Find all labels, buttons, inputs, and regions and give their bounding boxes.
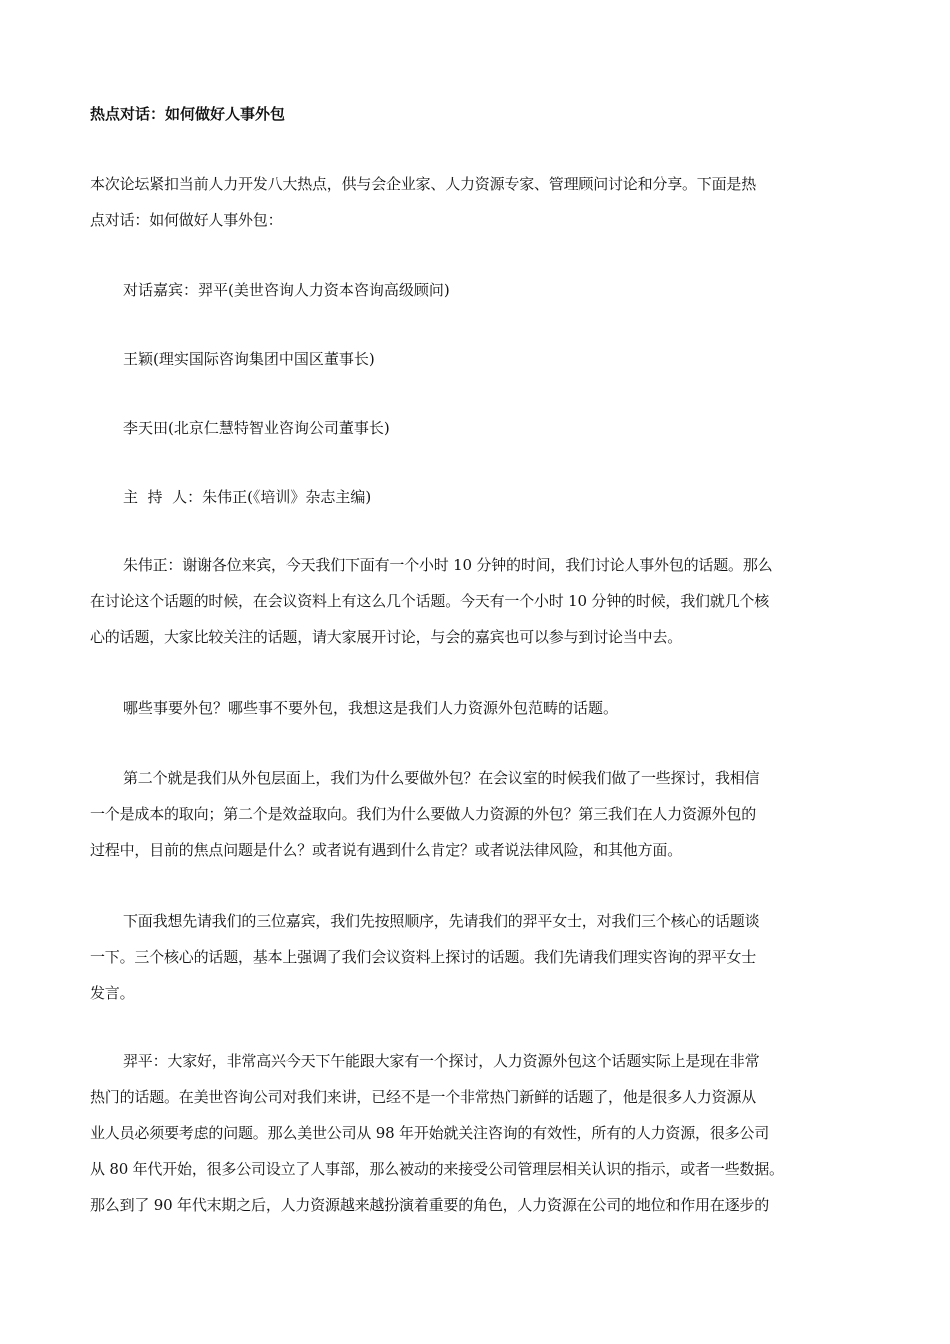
paragraph-topics	[90, 690, 893, 726]
paragraph-line: 哪些事要外包？哪些事不要外包，我想这是我们人力资源外包范畴的话题。	[123, 699, 619, 717]
paragraph-line: 对话嘉宾：羿平(美世咨询人力资本咨询高级顾问)	[123, 281, 450, 299]
paragraph-line: 点对话：如何做好人事外包：	[90, 211, 283, 229]
paragraph-second-topic	[90, 760, 860, 868]
paragraph-line: 过程中，目前的焦点问题是什么？或者说有遇到什么肯定？或者说法律风险，和其他方面。	[90, 841, 683, 859]
paragraph-line: 羿平：大家好，非常高兴今天下午能跟大家有一个探讨，人力资源外包这个话题实际上是现在非常	[123, 1052, 760, 1070]
paragraph-line: 心的话题，大家比较关注的话题，请大家展开讨论，与会的嘉宾也可以参与到讨论当中去。	[90, 628, 683, 646]
paragraph-line: 那么到了 90 年代末期之后，人力资源越来越扮演着重要的角色，人力资源在公司的地位和作用在逐步的	[90, 1196, 770, 1214]
paragraph-line: 热门的话题。在美世咨询公司对我们来讲，已经不是一个非常热门新鲜的话题了，他是很多人力资源从	[90, 1088, 757, 1106]
paragraph-line: 王颖(理实国际咨询集团中国区董事长)	[123, 350, 375, 368]
guest-line-wangying	[90, 341, 893, 377]
document-title: 热点对话：如何做好人事外包	[90, 105, 286, 123]
guest-line-yiping	[90, 272, 893, 308]
intro-paragraph	[90, 166, 860, 238]
paragraph-line: 从 80 年代开始，很多公司设立了人事部，那么被动的来接受公司管理层相关认识的指示，或者一些数据。	[90, 1160, 784, 1178]
paragraph-line: 主 持 人：朱伟正(《培训》杂志主编)	[123, 488, 372, 506]
guest-line-litiantian	[90, 410, 893, 446]
paragraph-line: 第二个就是我们从外包层面上，我们为什么要做外包？在会议室的时候我们做了一些探讨，我相信	[123, 769, 760, 787]
paragraph-line: 一个是成本的取向；第二个是效益取向。我们为什么要做人力资源的外包？第三我们在人力资源外包的	[90, 805, 757, 823]
paragraph-line: 业人员必须要考虑的问题。那么美世公司从 98 年开始就关注咨询的有效性，所有的人力资源，很多公司	[90, 1124, 770, 1142]
paragraph-line: 李天田(北京仁慧特智业咨询公司董事长)	[123, 419, 390, 437]
paragraph-zhu-opening	[90, 547, 860, 655]
host-line	[90, 479, 893, 515]
paragraph-line: 本次论坛紧扣当前人力开发八大热点，供与会企业家、人力资源专家、管理顾问讨论和分享。下面是热	[90, 175, 757, 193]
paragraph-line: 一下。三个核心的话题，基本上强调了我们会议资料上探讨的话题。我们先请我们理实咨询的羿平女士	[90, 948, 757, 966]
paragraph-yiping-speech	[90, 1043, 860, 1223]
paragraph-line: 下面我想先请我们的三位嘉宾，我们先按照顺序，先请我们的羿平女士，对我们三个核心的话题谈	[123, 912, 760, 930]
paragraph-line: 在讨论这个话题的时候，在会议资料上有这么几个话题。今天有一个小时 10 分钟的时候，我们就几个核	[90, 592, 770, 610]
paragraph-line: 朱伟正：谢谢各位来宾，今天我们下面有一个小时 10 分钟的时间，我们讨论人事外包的话题。那么	[123, 556, 773, 574]
paragraph-invite-guests	[90, 903, 860, 1011]
paragraph-line: 发言。	[90, 984, 135, 1002]
